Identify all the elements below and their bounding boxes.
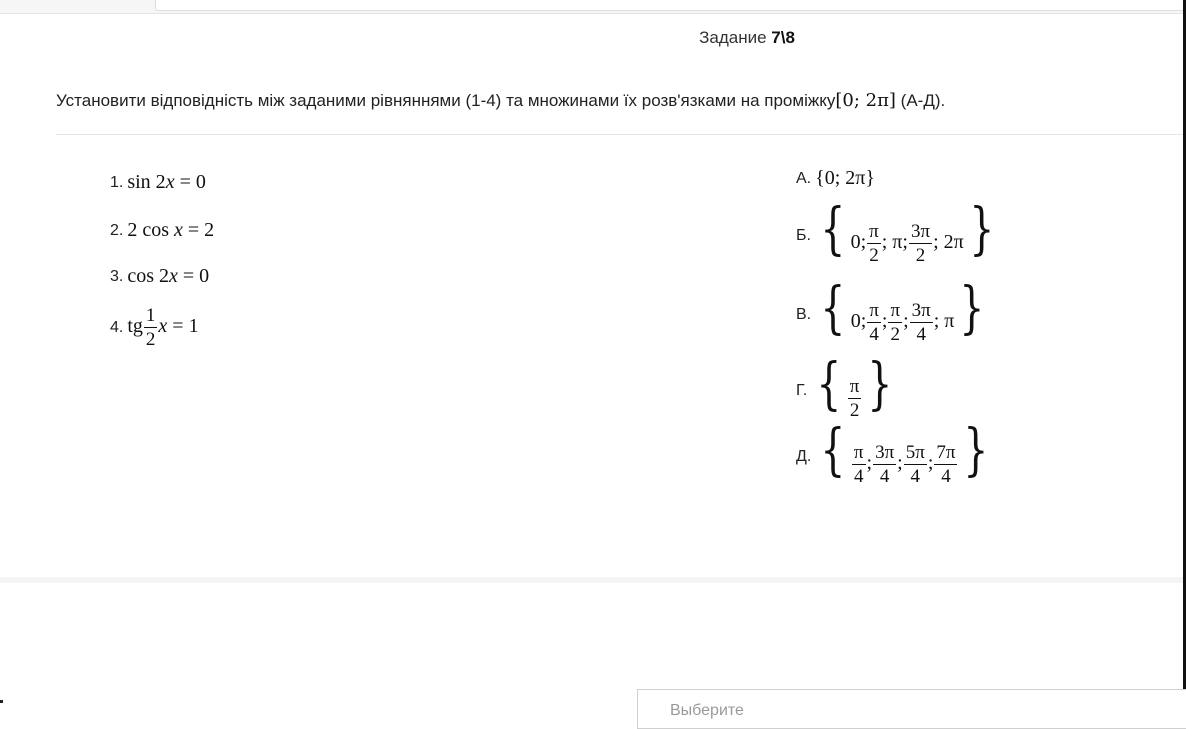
answer-set: { 0; $\frac{\pi}{2}$ ; π; $\frac{3\pi}{2}$ ; 2π} — [820, 197, 995, 266]
bullet-marker — [0, 700, 3, 703]
answer-letter: А. — [796, 169, 812, 187]
equation-3 — [110, 265, 209, 288]
answer-letter: Б. — [796, 227, 811, 245]
equation-number: 2. — [110, 221, 124, 239]
task-header — [0, 28, 1186, 48]
address-bar[interactable] — [155, 0, 1186, 11]
content-separator — [56, 134, 1183, 135]
equation-number: 4. — [110, 318, 124, 336]
task-prompt — [56, 90, 945, 111]
select-placeholder: Выберите — [670, 702, 744, 719]
equation-formula: cos 2x = 0 — [127, 265, 210, 287]
answer-set: { $\frac{\pi}{4}$ ; $\frac{3\pi}{4}$ ; $\frac{5\pi}{4}$ ; $\frac{7\pi}{4}$ } — [820, 418, 989, 487]
answer-set: { $\frac{\pi}{2}$ } — [816, 352, 893, 421]
section-divider — [0, 577, 1183, 583]
answer-letter: В. — [796, 306, 812, 324]
answer-g — [796, 352, 898, 421]
task-number: 7\8 — [771, 28, 795, 47]
top-divider — [0, 13, 1186, 14]
prompt-interval: [0; 2π] — [835, 90, 896, 111]
equation-4 — [110, 306, 199, 349]
prompt-text: Установити відповідність між заданими рівняннями (1-4) та множинами їх розв'язками на проміжку — [56, 91, 836, 110]
answer-letter: Г. — [796, 382, 808, 400]
equation-number: 1. — [110, 173, 124, 191]
task-header-prefix: Задание — [699, 28, 772, 47]
answer-letter: Д. — [796, 448, 812, 466]
equation-formula: tg $\frac{1}{2}$ x = 1 — [127, 305, 199, 350]
equation-formula: 2 cos x = 2 — [127, 219, 215, 241]
browser-top-strip — [0, 0, 1186, 14]
answer-d — [796, 418, 994, 487]
answer-set: { 0; $\frac{\pi}{4}$ ; $\frac{\pi}{2}$ ; $\frac{3\pi}{4}$ ; π} — [820, 276, 985, 345]
answer-set: {0; 2π} — [815, 167, 875, 189]
answer-b — [796, 197, 999, 266]
answer-a — [796, 167, 875, 190]
answer-select[interactable] — [637, 689, 1186, 729]
equation-formula: sin 2x = 0 — [127, 171, 206, 193]
equation-2 — [110, 219, 214, 242]
equation-number: 3. — [110, 267, 124, 285]
answer-v — [796, 276, 990, 345]
equation-1 — [110, 171, 206, 194]
prompt-suffix: (А-Д). — [895, 91, 946, 110]
